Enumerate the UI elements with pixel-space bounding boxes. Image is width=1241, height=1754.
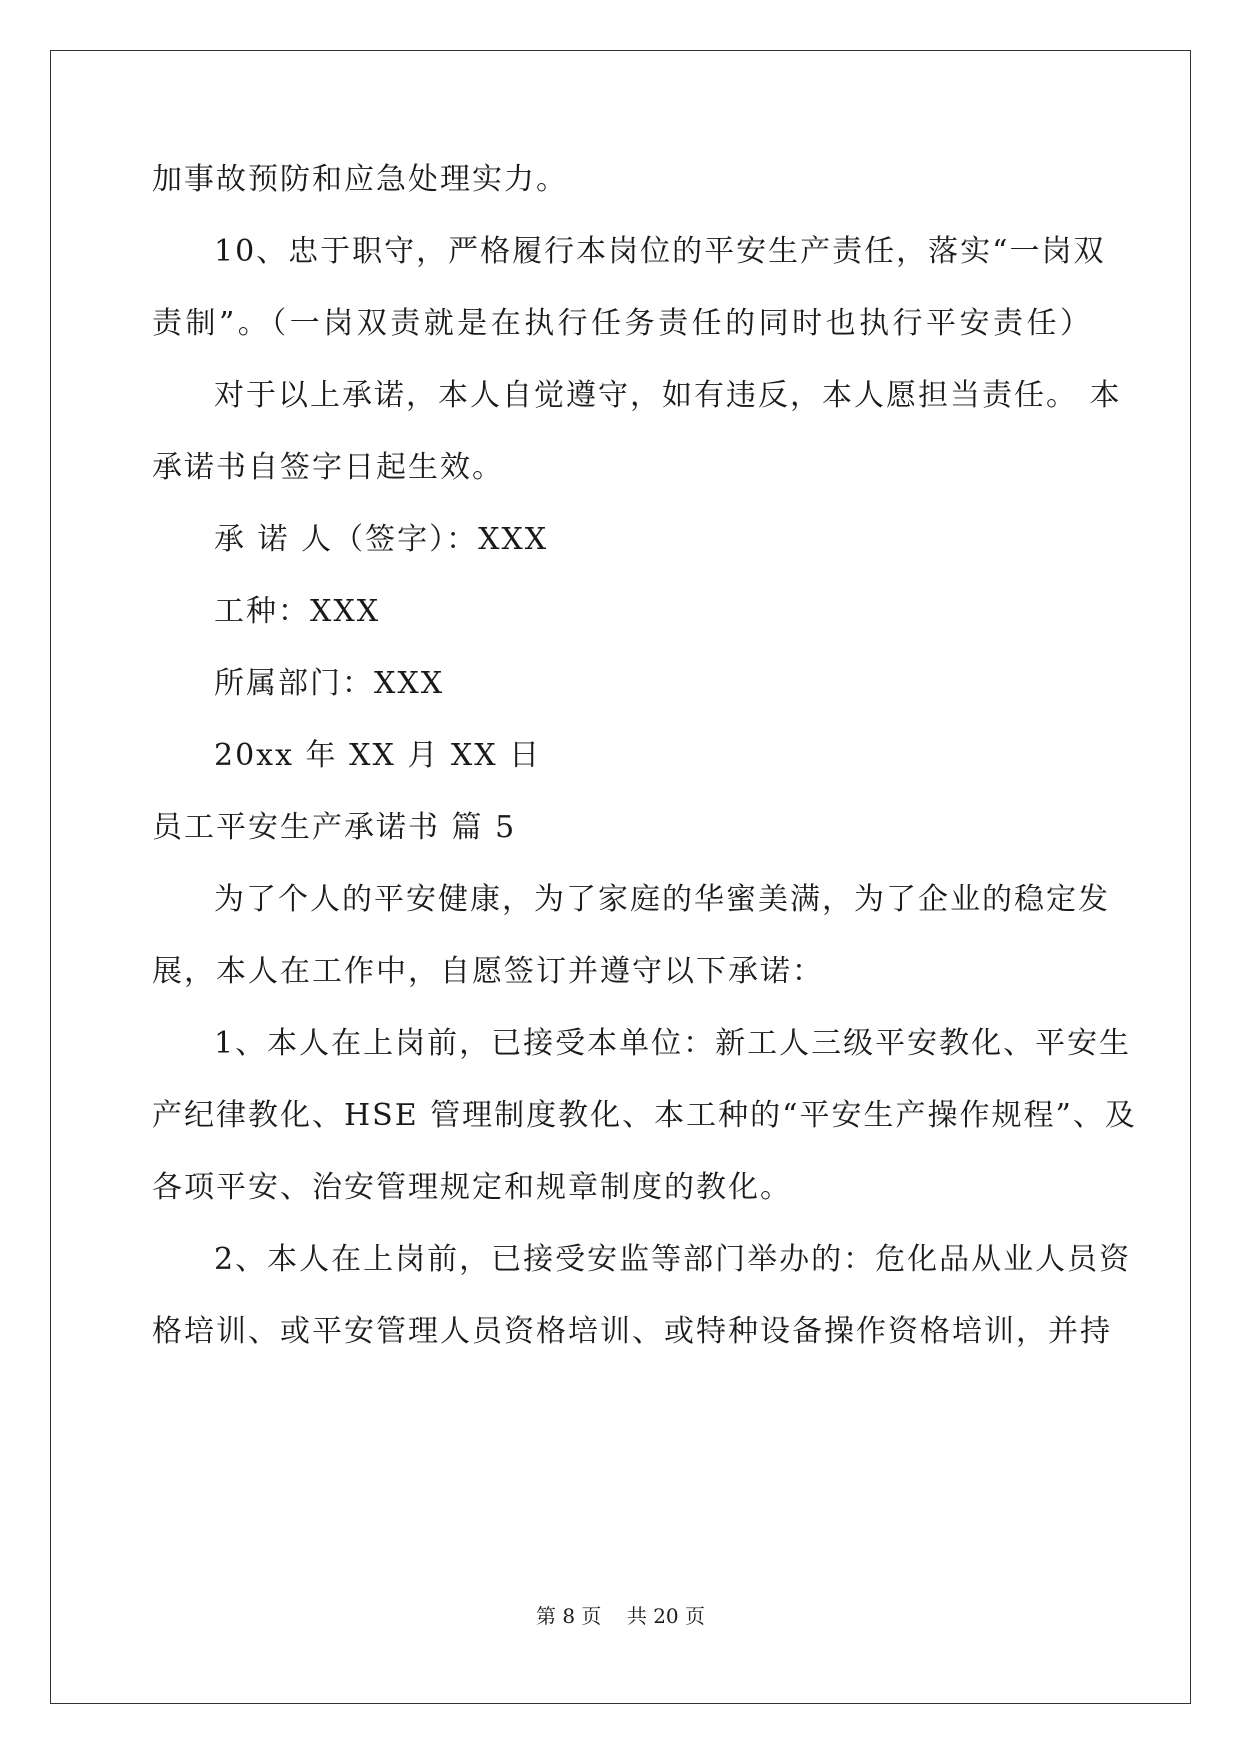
text-line: 承诺书自签字日起生效。 bbox=[152, 450, 504, 485]
text-line: 1、本人在上岗前，已接受本单位：新工人三级平安教化、平安生 bbox=[214, 1026, 1132, 1061]
text-line: 10、忠于职守，严格履行本岗位的平安生产责任，落实“一岗双 bbox=[214, 234, 1106, 269]
text-line: 为了个人的平安健康，为了家庭的华蜜美满，为了企业的稳定发 bbox=[214, 882, 1110, 917]
text-line: 加事故预防和应急处理实力。 bbox=[152, 162, 568, 197]
text-line: 各项平安、治安管理规定和规章制度的教化。 bbox=[152, 1170, 792, 1205]
page-border bbox=[50, 50, 1191, 1704]
page-number-footer: 第 8 页 共 20 页 bbox=[535, 1604, 706, 1628]
section-heading: 员工平安生产承诺书 篇 5 bbox=[152, 810, 517, 845]
date-line: 20xx 年 XX 月 XX 日 bbox=[214, 738, 542, 773]
text-line: 2、本人在上岗前，已接受安监等部门举办的：危化品从业人员资 bbox=[214, 1242, 1132, 1277]
text-line: 责制”。（一岗双责就是在执行任务责任的同时也执行平安责任） bbox=[152, 306, 1092, 341]
text-line: 对于以上承诺，本人自觉遵守，如有违反，本人愿担当责任。 本 bbox=[214, 378, 1122, 413]
text-line: 格培训、或平安管理人员资格培训、或特种设备操作资格培训，并持 bbox=[152, 1314, 1112, 1349]
text-line: 产纪律教化、HSE 管理制度教化、本工种的“平安生产操作规程”、及 bbox=[152, 1098, 1137, 1133]
text-line: 展，本人在工作中，自愿签订并遵守以下承诺： bbox=[152, 954, 824, 989]
department-line: 所属部门：XXX bbox=[214, 666, 445, 701]
signatory-line: 承 诺 人（签字）：XXX bbox=[214, 522, 549, 557]
job-type-line: 工种：XXX bbox=[214, 594, 381, 629]
